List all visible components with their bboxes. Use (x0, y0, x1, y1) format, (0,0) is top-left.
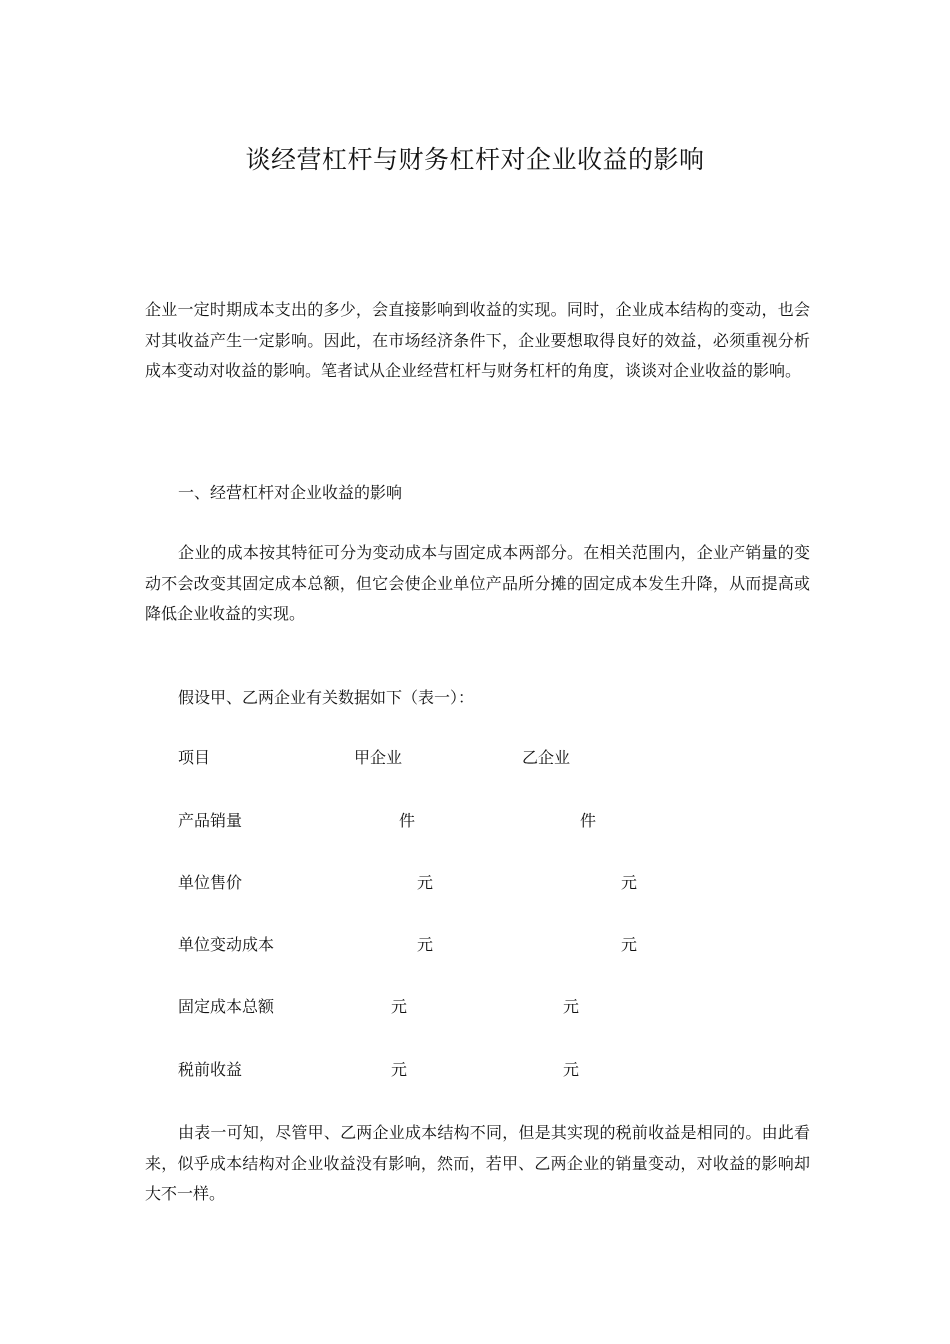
table-cell-company-b: 元 (563, 997, 580, 1016)
table-cell-company-b: 元 (563, 1060, 580, 1079)
table-cell-company-a: 元 (417, 873, 434, 892)
table-row-label: 单位变动成本 (178, 935, 275, 954)
table-header-company-b: 乙企业 (522, 748, 571, 767)
table-row (0, 871, 950, 895)
conclusion-paragraph: 由表一可知，尽管甲、乙两企业成本结构不同，但是其实现的税前收益是相同的。由此看来，似乎成本结构对企业收益没有影响，然而，若甲、乙两企业的销量变动，对收益的影响却大不一样。 (145, 1123, 810, 1203)
table-cell-company-b: 元 (621, 935, 638, 954)
table-row-label: 固定成本总额 (178, 997, 275, 1016)
table-cell-company-a: 元 (417, 935, 434, 954)
section-heading-1: 一、经营杠杆对企业收益的影响 (178, 483, 403, 502)
table-row (0, 933, 950, 957)
table-row (0, 1058, 950, 1082)
table-row (0, 995, 950, 1019)
table-intro: 假设甲、乙两企业有关数据如下（表一）： (178, 688, 475, 707)
document-title: 谈经营杠杆与财务杠杆对企业收益的影响 (245, 145, 705, 174)
table-header-company-a: 甲企业 (354, 748, 403, 767)
table-row-label: 产品销量 (178, 811, 243, 830)
table-header-item: 项目 (178, 748, 211, 767)
section-1-paragraph: 企业的成本按其特征可分为变动成本与固定成本两部分。在相关范围内，企业产销量的变动不会改变其固定成本总额，但它会使企业单位产品所分摊的固定成本发生升降，从而提高或降低企业收益的实现。 (145, 543, 810, 623)
table-header-row (0, 746, 950, 770)
table-cell-company-a: 件 (399, 811, 416, 830)
table-row-label: 税前收益 (178, 1060, 243, 1079)
table-cell-company-a: 元 (391, 997, 408, 1016)
table-row-label: 单位售价 (178, 873, 243, 892)
table-cell-company-a: 元 (391, 1060, 408, 1079)
table-row (0, 809, 950, 833)
intro-paragraph: 企业一定时期成本支出的多少，会直接影响到收益的实现。同时，企业成本结构的变动，也会对其收益产生一定影响。因此，在市场经济条件下，企业要想取得良好的效益，必须重视分析成本变动对收益的影响。笔者试从企业经营杠杆与财务杠杆的角度，谈谈对企业收益的影响。 (145, 300, 810, 380)
table-cell-company-b: 元 (621, 873, 638, 892)
table-cell-company-b: 件 (580, 811, 597, 830)
